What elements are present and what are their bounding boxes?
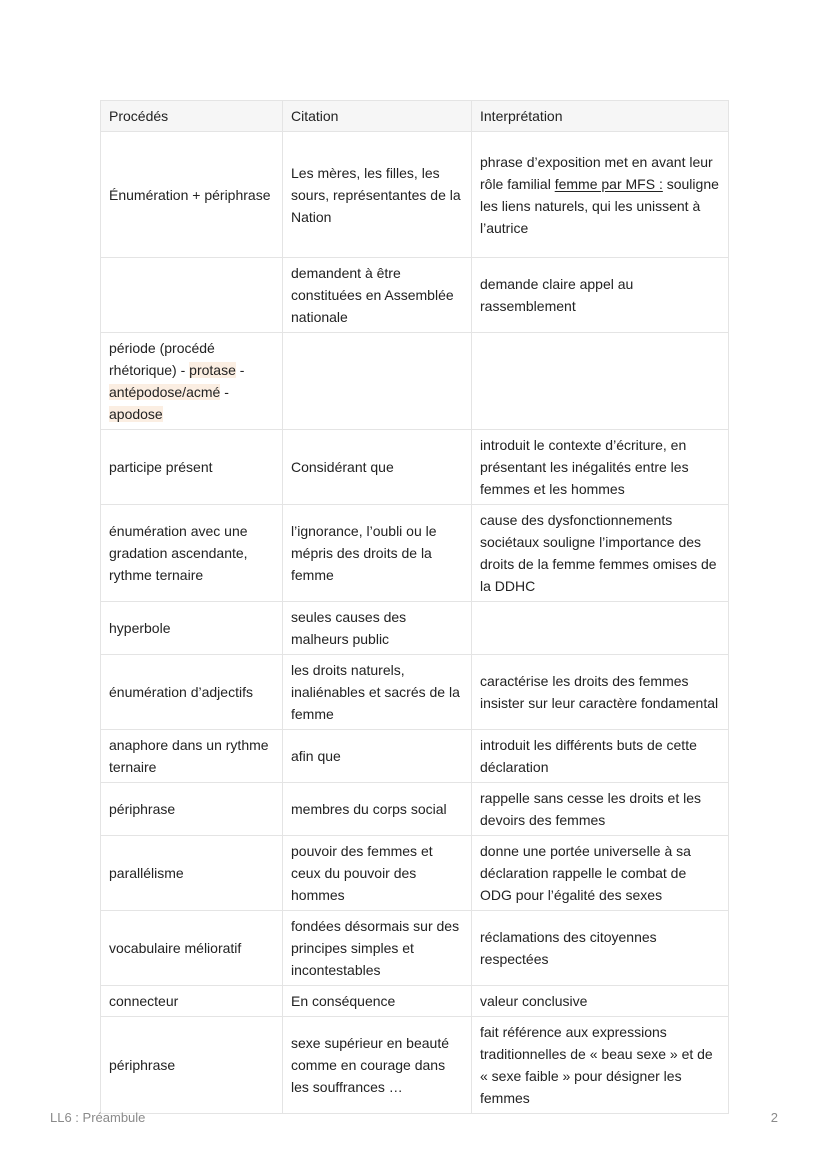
procede-text: - [220,384,229,400]
cell-procede: vocabulaire mélioratif [101,911,283,986]
cell-procede: connecteur [101,986,283,1017]
cell-interpretation [472,132,729,258]
cell-procede: énumération avec une gradation ascendante, rythme ternaire [101,505,283,602]
cell-interpretation: caractérise les droits des femmes insister sur leur caractère fondamental [472,655,729,730]
cell-citation: fondées désormais sur des principes simples et incontestables [283,911,472,986]
table-row [101,258,729,333]
table-row [101,730,729,783]
underlined-text: femme par MFS : [554,175,663,192]
cell-procede [101,333,283,430]
table-row [101,602,729,655]
highlighted-text: apodose [109,406,163,422]
cell-citation: afin que [283,730,472,783]
cell-interpretation: rappelle sans cesse les droits et les devoirs des femmes [472,783,729,836]
footer-title: LL6 : Préambule [50,1110,146,1125]
cell-interpretation: cause des dysfonctionnements sociétaux souligne l’importance des droits de la femme femmes omises de la DDHC [472,505,729,602]
procede-text: période (procédé rhétorique) - [109,340,215,378]
cell-citation [283,333,472,430]
table-row [101,333,729,430]
cell-interpretation [472,602,729,655]
cell-citation: seules causes des malheurs public [283,602,472,655]
page-number: 2 [770,1110,778,1125]
table-row [101,655,729,730]
cell-citation: membres du corps social [283,783,472,836]
cell-citation: sexe supérieur en beauté comme en courage dans les souffrances … [283,1017,472,1114]
highlighted-text: protase [189,362,236,378]
cell-interpretation: réclamations des citoyennes respectées [472,911,729,986]
cell-procede: anaphore dans un rythme ternaire [101,730,283,783]
cell-interpretation: donne une portée universelle à sa déclaration rappelle le combat de ODG pour l’égalité des sexes [472,836,729,911]
cell-interpretation: valeur conclusive [472,986,729,1017]
table-row [101,430,729,505]
cell-procede: Énumération + périphrase [101,132,283,258]
cell-procede [101,258,283,333]
cell-interpretation: demande claire appel au rassemblement [472,258,729,333]
table-row [101,1017,729,1114]
procede-text: - [235,362,245,378]
cell-citation: les droits naturels, inaliénables et sacrés de la femme [283,655,472,730]
cell-procede: parallélisme [101,836,283,911]
cell-citation: pouvoir des femmes et ceux du pouvoir des hommes [283,836,472,911]
cell-citation: Considérant que [283,430,472,505]
cell-citation: demandent à être constituées en Assemblée nationale [283,258,472,333]
cell-interpretation: fait référence aux expressions traditionnelles de « beau sexe » et de « sexe faible » pour désigner les femmes [472,1017,729,1114]
table-row [101,505,729,602]
cell-procede: périphrase [101,1017,283,1114]
interpretation-text: phrase d’exposition met en avant leur rôle familial [480,153,713,192]
cell-citation: l’ignorance, l’oubli ou le mépris des droits de la femme [283,505,472,602]
table-row [101,836,729,911]
cell-procede: participe présent [101,430,283,505]
cell-procede: énumération d’adjectifs [101,655,283,730]
header-interpretation: Interprétation [472,101,729,132]
cell-procede: hyperbole [101,602,283,655]
analysis-table [100,100,729,1114]
header-procedes: Procédés [101,101,283,132]
header-citation: Citation [283,101,472,132]
cell-procede: périphrase [101,783,283,836]
cell-interpretation: introduit les différents buts de cette déclaration [472,730,729,783]
table-row [101,783,729,836]
table-row [101,911,729,986]
highlighted-text: antépodose/acmé [109,384,221,400]
cell-interpretation: introduit le contexte d’écriture, en présentant les inégalités entre les femmes et les hommes [472,430,729,505]
cell-citation: Les mères, les filles, les sours, représentantes de la Nation [283,132,472,258]
cell-citation: En conséquence [283,986,472,1017]
cell-interpretation [472,333,729,430]
table-header-row [101,101,729,132]
table-row [101,132,729,258]
interpretation-text: souligne les liens naturels, qui les unissent à l’autrice [480,175,719,236]
table-row [101,986,729,1017]
